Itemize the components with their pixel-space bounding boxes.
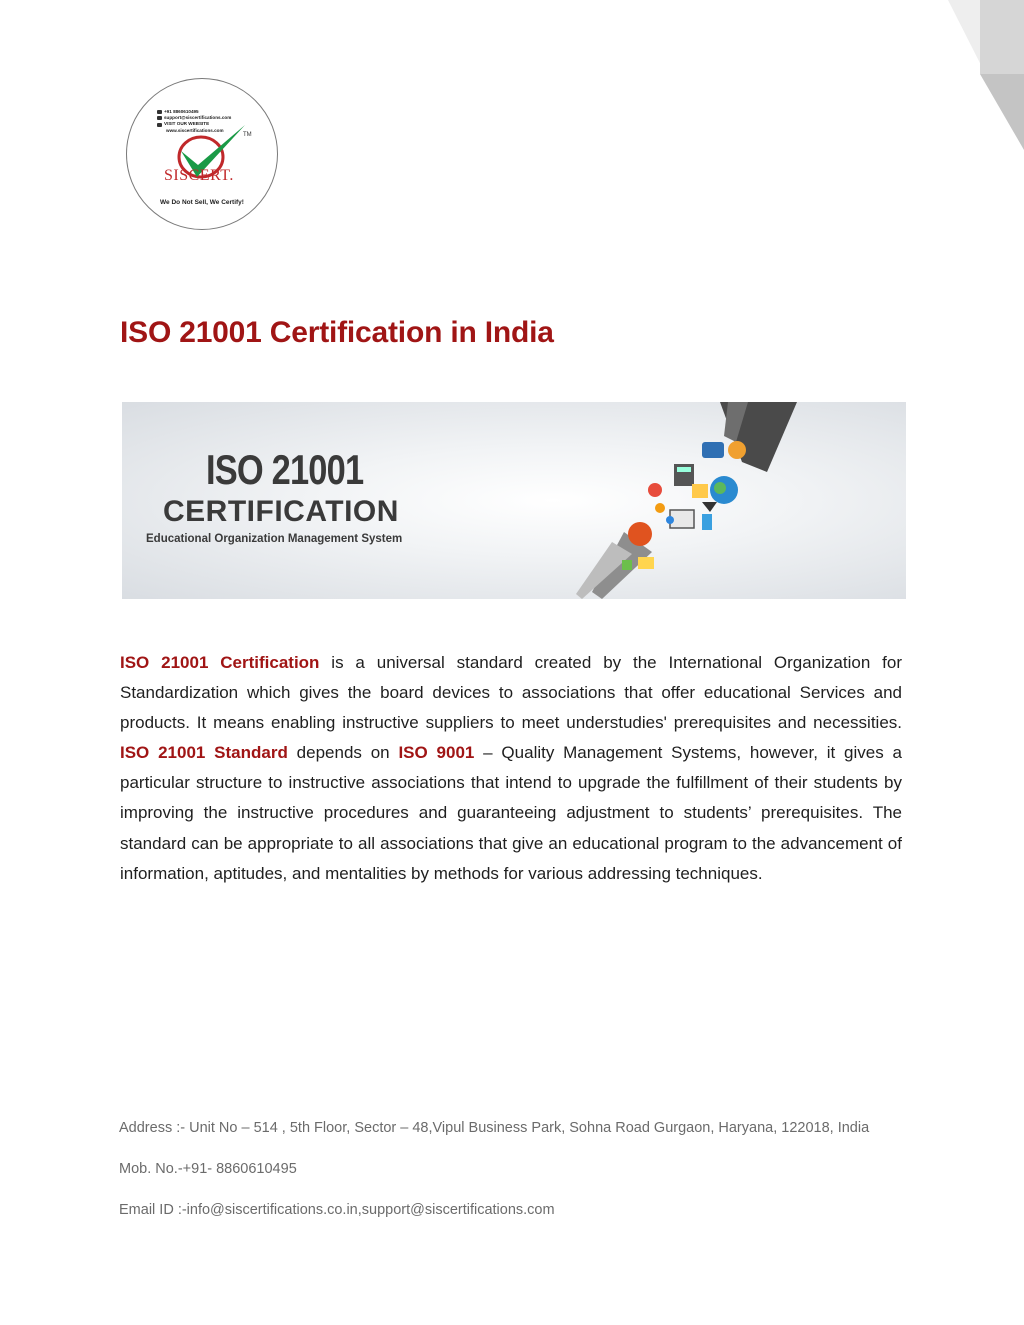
logo-website-caption: VISIT OUR WEBSITE [164,121,210,127]
intro-text-2: depends on [287,743,399,763]
logo-tagline: We Do Not Sell, We Certify! [160,199,244,206]
page-corner-fold-decoration [864,0,1024,160]
logo-trademark: TM [243,132,252,138]
intro-paragraph [120,648,902,889]
footer-mobile: Mob. No.-+91- 8860610495 [119,1161,297,1177]
fountain-pen-education-icon [552,402,812,599]
banner-heading: ISO 21001 [206,446,364,493]
iso-21001-certification-link[interactable]: ISO 21001 Certification [120,653,320,672]
globe-icon [157,123,162,127]
banner-subheading: CERTIFICATION [163,495,399,528]
logo-email: support@siscertifications.com [164,115,232,121]
iso-9001-link[interactable]: ISO 9001 [398,743,475,763]
phone-icon [157,110,162,114]
page-title: ISO 21001 Certification in India [120,316,554,349]
logo-website: www.siscertifications.com [166,127,224,133]
logo-phone: +91 8860610495 [164,109,199,114]
siscert-logo [126,78,278,230]
hero-banner [122,402,906,599]
intro-text-1: is a universal standard created by the International Organization for Standardization which gives the board devices to associations that offer educational Services and products. It means enabling instructive suppliers to meet understudies' prerequisites and necessities. [120,653,902,733]
logo-brand-text: SISCERT. [164,167,234,184]
intro-text-3: – Quality Management Systems, however, it gives a particular structure to instructive associations that intend to upgrade the fulfillment of their students by improving the instructive procedures and guaranteeing adjustment to students’ prerequisites. The standard can be appropriate to all associations that give an educational program to the advancement of information, aptitudes, and mentalities by methods for various addressing techniques. [120,743,903,883]
footer-email: Email ID :-info@siscertifications.co.in,support@siscertifications.com [119,1202,555,1218]
iso-21001-standard-link[interactable]: ISO 21001 Standard [120,743,288,763]
footer-address: Address :- Unit No – 514 , 5th Floor, Sector – 48,Vipul Business Park, Sohna Road Gurgaon, Haryana, 122018, India [119,1120,870,1136]
mail-icon [157,116,162,120]
banner-caption: Educational Organization Management System [146,533,403,545]
